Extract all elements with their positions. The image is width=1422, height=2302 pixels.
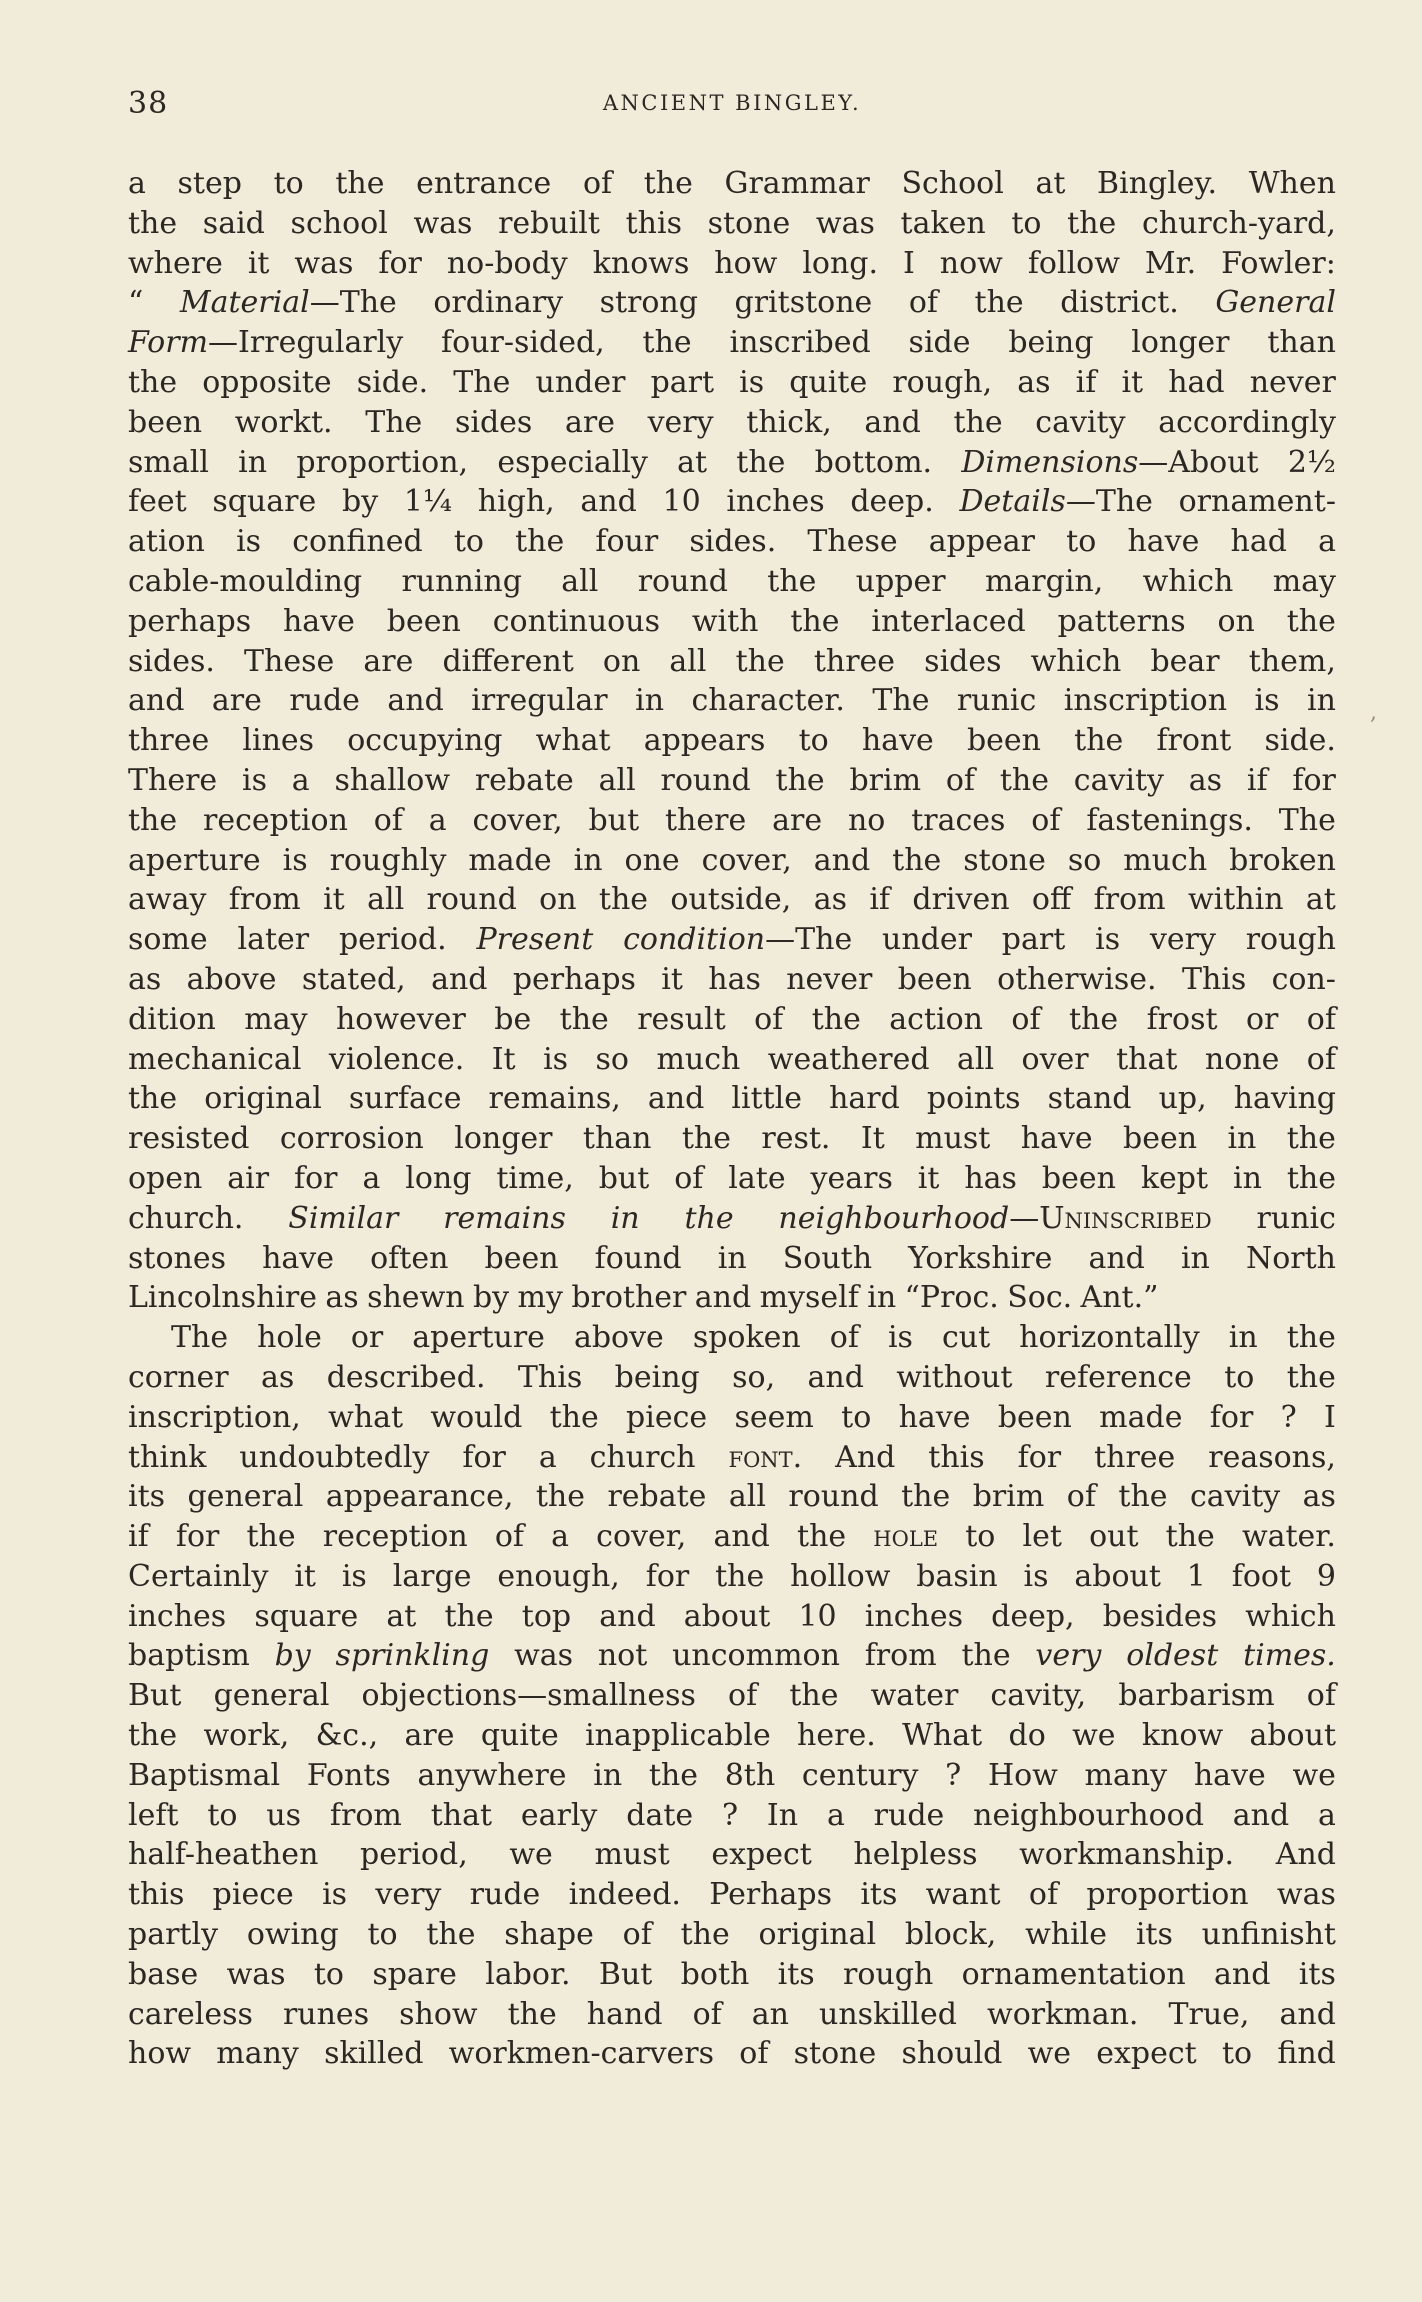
text-line: church. Similar remains in the neighbourhood—Uninscribed runic: [128, 1200, 1336, 1236]
text-line: as above stated, and perhaps it has never been otherwise. This con-: [128, 961, 1336, 997]
text-line: corner as described. This being so, and without reference to the: [128, 1359, 1336, 1395]
text-line: Form—Irregularly four-sided, the inscribed side being longer than: [128, 325, 1336, 361]
text-line: “ Material—The ordinary strong gritstone of the district. General: [128, 285, 1336, 321]
text-line: perhaps have been continuous with the interlaced patterns on the: [128, 603, 1336, 639]
text-line: mechanical violence. It is so much weathered all over that none of: [128, 1041, 1336, 1077]
text-line: resisted corrosion longer than the rest. It must have been in the: [128, 1121, 1336, 1157]
text-line: the said school was rebuilt this stone was taken to the church-yard,: [128, 205, 1336, 241]
text-line: There is a shallow rebate all round the brim of the cavity as if for: [128, 762, 1336, 798]
text-line: away from it all round on the outside, as if driven off from within at: [128, 882, 1336, 918]
text-line: Certainly it is large enough, for the hollow basin is about 1 foot 9: [128, 1558, 1336, 1594]
text-line: feet square by 1¼ high, and 10 inches deep. Details—The ornament-: [128, 484, 1336, 520]
text-line: left to us from that early date ? In a rude neighbourhood and a: [128, 1797, 1336, 1833]
text-line: the reception of a cover, but there are no traces of fastenings. The: [128, 802, 1336, 838]
text-line: careless runes show the hand of an unskilled workman. True, and: [128, 1996, 1336, 2032]
text-line: open air for a long time, but of late years it has been kept in the: [128, 1160, 1336, 1196]
text-line: its general appearance, the rebate all round the brim of the cavity as: [128, 1479, 1336, 1515]
running-head: [128, 86, 1336, 126]
text-line: But general objections—smallness of the water cavity, barbarism of: [128, 1678, 1336, 1714]
text-line: base was to spare labor. But both its rough ornamentation and its: [128, 1956, 1336, 1992]
text-line: inches square at the top and about 10 inches deep, besides which: [128, 1598, 1336, 1634]
text-line: stones have often been found in South Yorkshire and in North: [128, 1240, 1336, 1276]
margin-mark: ,: [1370, 700, 1377, 725]
text-line: been workt. The sides are very thick, and the cavity accordingly: [128, 404, 1336, 440]
text-line: aperture is roughly made in one cover, and the stone so much broken: [128, 842, 1336, 878]
text-line: and are rude and irregular in character. The runic inscription is in: [128, 683, 1336, 719]
page-number: 38: [128, 86, 169, 121]
text-line: Baptismal Fonts anywhere in the 8th century ? How many have we: [128, 1757, 1336, 1793]
text-line: baptism by sprinkling was not uncommon from the very oldest times.: [128, 1638, 1336, 1674]
text-line: the original surface remains, and little hard points stand up, having: [128, 1081, 1336, 1117]
text-line: dition may however be the result of the action of the frost or of: [128, 1001, 1336, 1037]
text-line: Lincolnshire as shewn by my brother and myself in “Proc. Soc. Ant.”: [128, 1280, 1159, 1316]
text-line: where it was for no-body knows how long. I now follow Mr. Fowler:: [128, 245, 1336, 281]
text-line: cable-moulding running all round the upper margin, which may: [128, 563, 1336, 599]
text-line: a step to the entrance of the Grammar School at Bingley. When: [128, 166, 1336, 201]
body-text: [128, 164, 1336, 2074]
text-line: The hole or aperture above spoken of is cut horizontally in the: [171, 1320, 1336, 1356]
text-line: if for the reception of a cover, and the hole to let out the water.: [128, 1519, 1336, 1555]
text-line: sides. These are different on all the three sides which bear them,: [128, 643, 1336, 679]
running-title: ANCIENT BINGLEY.: [602, 91, 862, 115]
text-line: inscription, what would the piece seem to have been made for ? I: [128, 1399, 1336, 1435]
text-line: small in proportion, especially at the bottom. Dimensions—About 2½: [128, 444, 1336, 480]
text-line: the work, &c., are quite inapplicable here. What do we know about: [128, 1718, 1336, 1754]
text-line: three lines occupying what appears to have been the front side.: [128, 723, 1336, 759]
text-line: partly owing to the shape of the original block, while its unfinisht: [128, 1917, 1336, 1953]
text-line: the opposite side. The under part is quite rough, as if it had never: [128, 364, 1336, 400]
text-line: some later period. Present condition—The under part is very rough: [128, 922, 1336, 958]
text-line: this piece is very rude indeed. Perhaps its want of proportion was: [128, 1877, 1336, 1913]
text-line: how many skilled workmen-carvers of stone should we expect to find: [128, 2036, 1336, 2072]
text-line: think undoubtedly for a church font. And this for three reasons,: [128, 1439, 1336, 1475]
text-line: ation is confined to the four sides. These appear to have had a: [128, 524, 1336, 560]
text-line: half-heathen period, we must expect helpless workmanship. And: [128, 1837, 1336, 1873]
